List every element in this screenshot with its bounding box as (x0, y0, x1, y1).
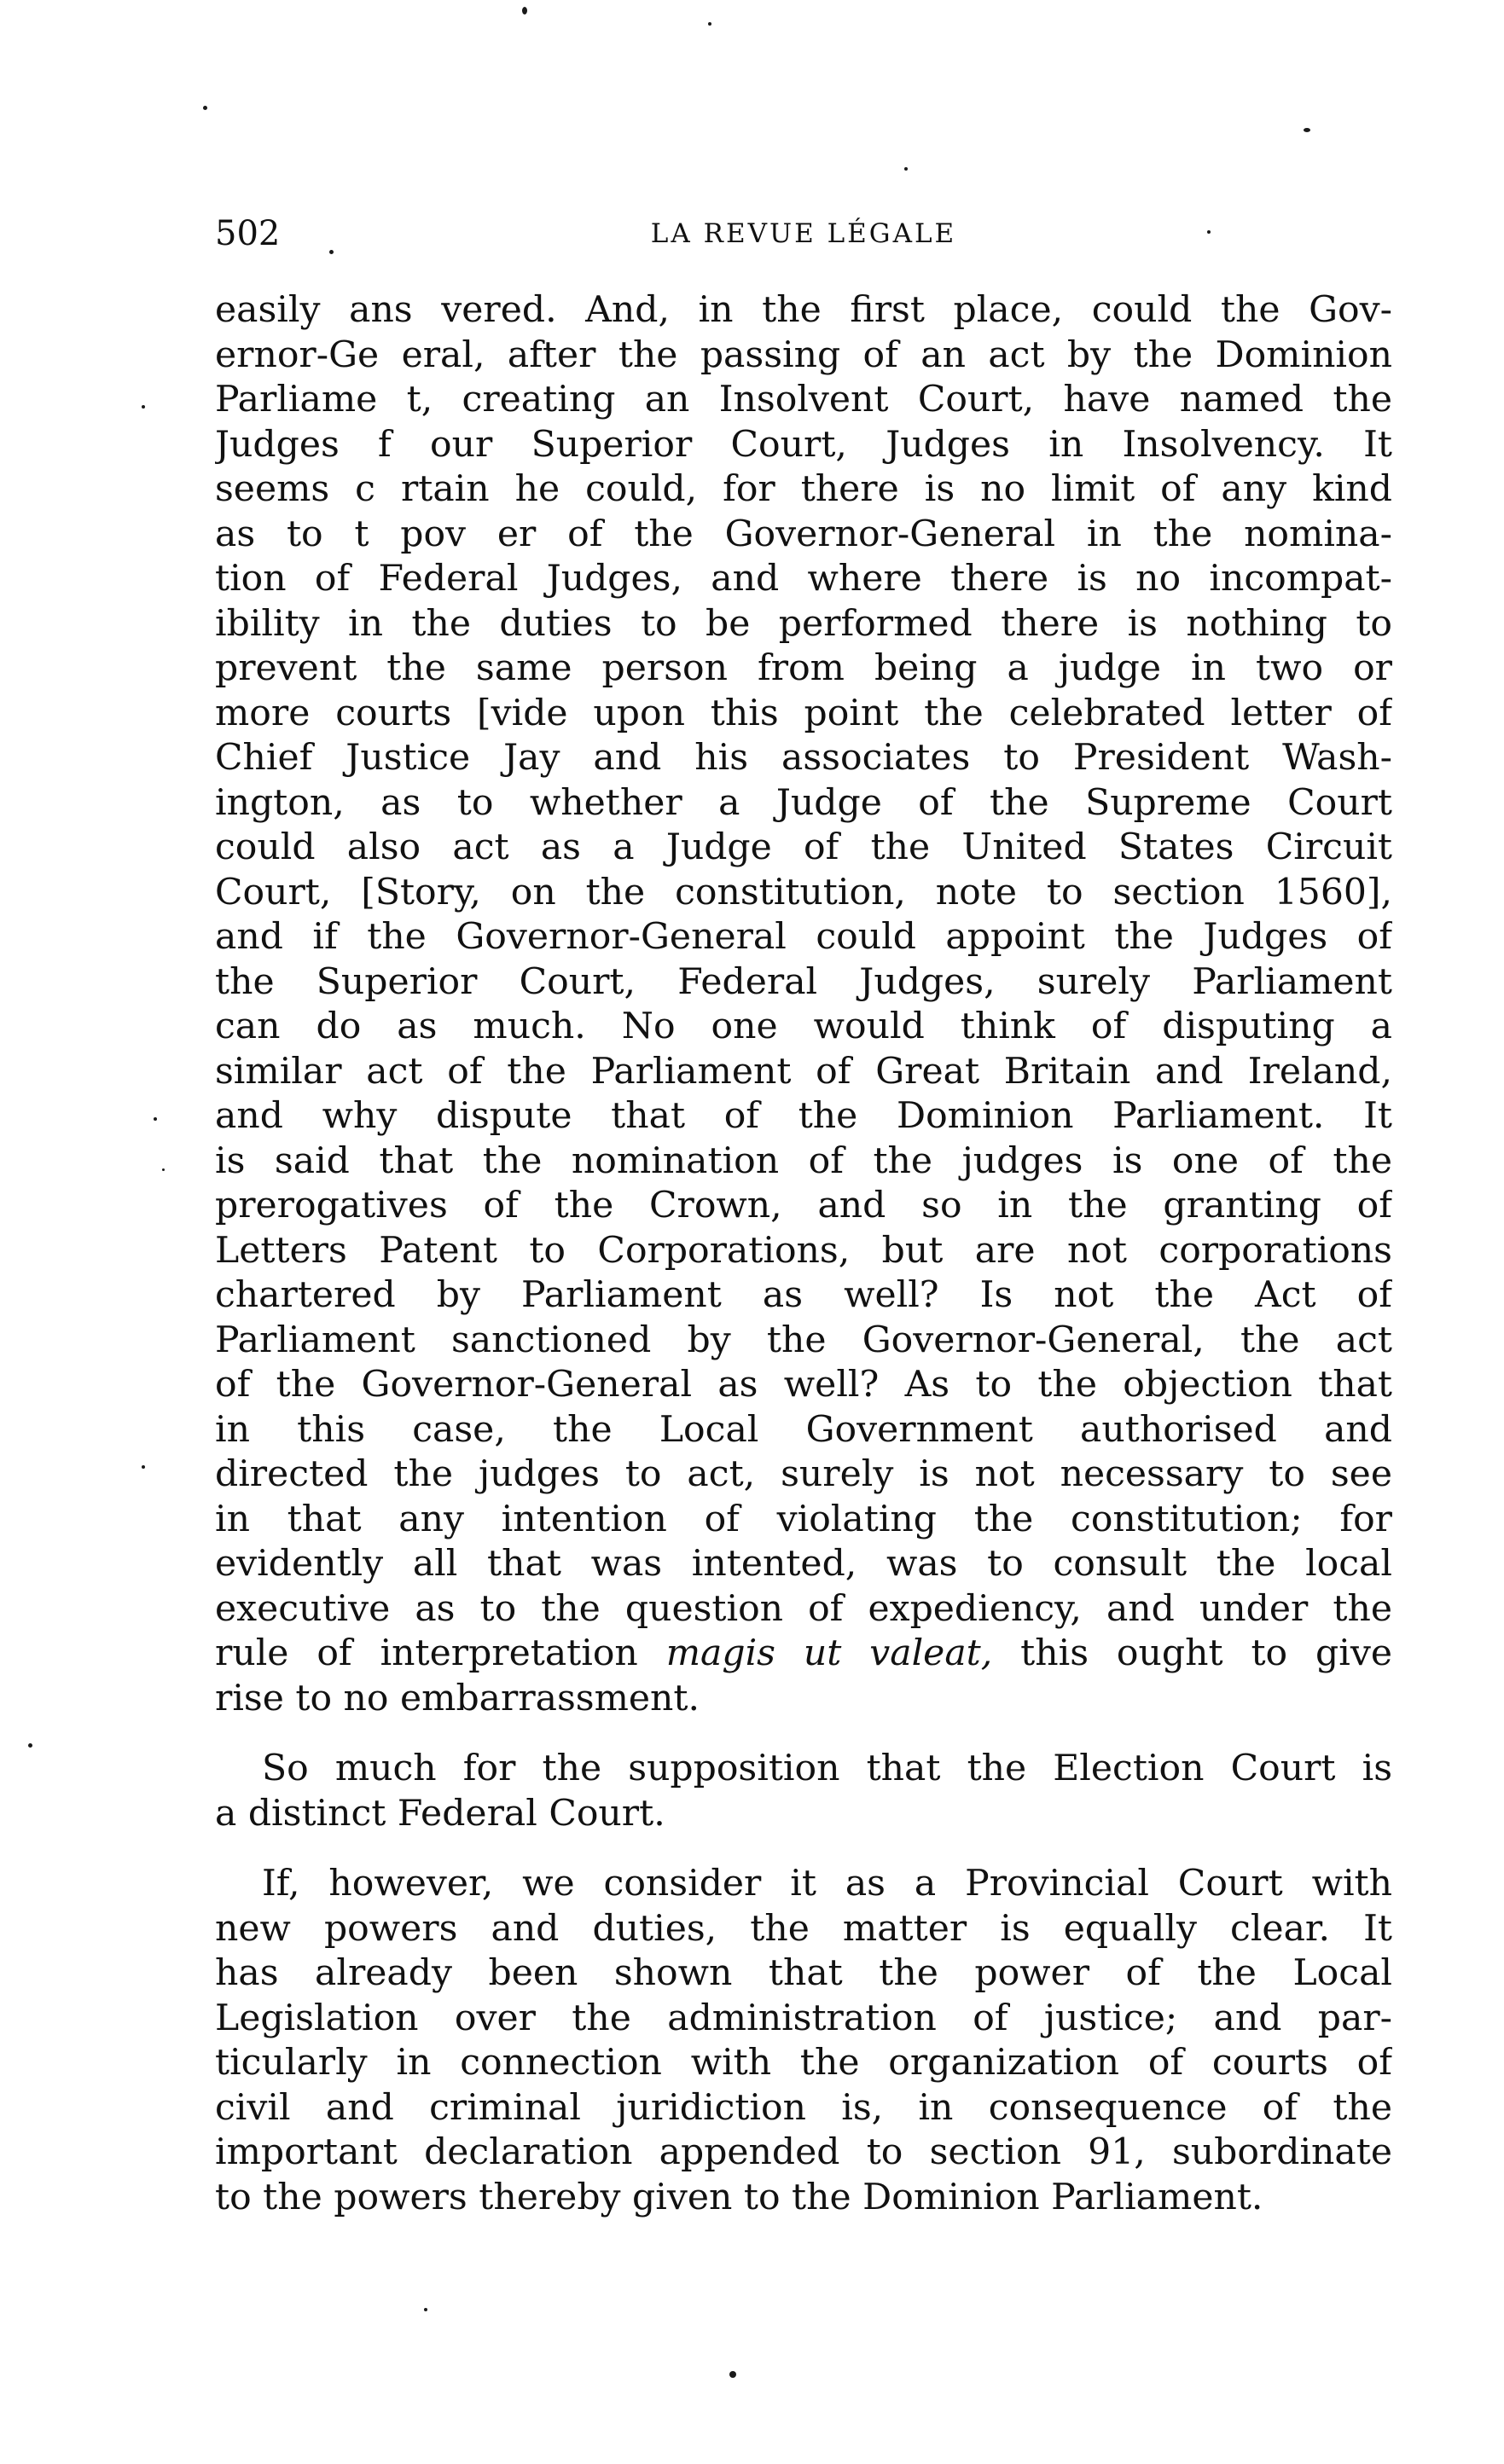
print-speck (1304, 128, 1310, 132)
text-line: in this case, the Local Government authorised and (215, 1408, 1392, 1451)
text-line: civil and criminal juridiction is, in consequence of the (215, 2086, 1392, 2129)
text-line: tion of Federal Judges, and where there is no incompat- (215, 558, 1392, 600)
text-line: Parliament sanctioned by the Governor-General, the act (215, 1319, 1392, 1361)
line-start: rule of interpretation (215, 1632, 666, 1674)
text-line: can do as much. No one would think of disputing a (215, 1006, 1392, 1047)
print-speck (162, 1168, 165, 1171)
journal-title: LA REVUE LÉGALE (650, 218, 957, 249)
text-line: to the powers thereby given to the Dominion Parliament. (215, 2176, 1263, 2218)
text-line: Chief Justice Jay and his associates to President Wash- (215, 737, 1392, 779)
text-line: more courts [vide upon this point the celebrated letter of (215, 692, 1392, 734)
text-line: Parliame t, creating an Insolvent Court, have named the (215, 379, 1392, 420)
text-line: the Superior Court, Federal Judges, surely Parliament (215, 960, 1392, 1003)
body-text (215, 288, 1392, 2220)
text-line: easily ans vered. And, in the first place, could the Gov- (215, 289, 1392, 331)
text-line: So much for the supposition that the Election Court is (262, 1748, 1392, 1789)
text-line: rise to no embarrassment. (215, 1677, 700, 1719)
text-line: important declaration appended to section 91, subordinate (215, 2131, 1392, 2173)
text-line-with-latin-maxim (215, 1632, 1392, 1677)
text-line: ibility in the duties to be performed there is nothing to (215, 602, 1392, 645)
running-head (215, 206, 1392, 261)
text-line: prevent the same person from being a judge in two or (215, 647, 1392, 689)
text-line: ticularly in connection with the organization of courts of (215, 2042, 1392, 2084)
text-line: is said that the nomination of the judges is one of the (215, 1139, 1392, 1182)
text-line: ernor-Ge eral, after the passing of an act by the Dominion (215, 333, 1392, 376)
page-number: 502 (215, 214, 281, 253)
latin-maxim: magis ut valeat, (665, 1632, 993, 1674)
print-speck (708, 22, 711, 26)
text-line: Letters Patent to Corporations, but are not corporations (215, 1229, 1392, 1272)
text-line: a distinct Federal Court. (215, 1792, 665, 1835)
paragraph (215, 1747, 1392, 1836)
text-line: as to t pov er of the Governor-General in the nomina- (215, 513, 1392, 555)
text-line: executive as to the question of expediency, and under the (215, 1587, 1392, 1630)
text-line: If, however, we consider it as a Provincial Court with (262, 1863, 1392, 1905)
paragraph-spacer (215, 1836, 1392, 1862)
text-line: could also act as a Judge of the United States Circuit (215, 826, 1392, 868)
line-end: this ought to give (992, 1632, 1392, 1674)
print-speck (154, 1117, 157, 1121)
text-line: similar act of the Parliament of Great Britain and Ireland, (215, 1050, 1392, 1093)
text-line: evidently all that was intented, was to consult the local (215, 1543, 1392, 1585)
print-speck (424, 2308, 427, 2311)
text-line: new powers and duties, the matter is equally clear. It (215, 1907, 1392, 1950)
text-line: Court, [Story, on the constitution, note to section 1560], (215, 871, 1392, 913)
print-speck (522, 7, 527, 14)
text-line: seems c rtain he could, for there is no limit of any kind (215, 468, 1392, 510)
text-line: directed the judges to act, surely is not necessary to see (215, 1453, 1392, 1495)
text-line: chartered by Parliament as well? Is not the Act of (215, 1274, 1392, 1316)
text-line: in that any intention of violating the constitution; for (215, 1498, 1392, 1540)
print-speck (142, 405, 145, 409)
paragraph-spacer (215, 1721, 1392, 1747)
text-line: Legislation over the administration of justice; and par- (215, 1997, 1392, 2039)
text-line: and if the Governor-General could appoint the Judges of (215, 916, 1392, 958)
print-speck (142, 1465, 145, 1469)
paragraph (215, 1862, 1392, 2220)
text-line: Judges f our Superior Court, Judges in Insolvency. It (215, 423, 1392, 466)
paragraph (215, 288, 1392, 1721)
print-speck (28, 1743, 32, 1748)
text-line: prerogatives of the Crown, and so in the granting of (215, 1185, 1392, 1226)
print-speck (729, 2371, 736, 2378)
text-line: has already been shown that the power of the Local (215, 1952, 1392, 1994)
text-line: and why dispute that of the Dominion Parliament. It (215, 1095, 1392, 1137)
text-line: of the Governor-General as well? As to the objection that (215, 1364, 1392, 1406)
text-line: ington, as to whether a Judge of the Supreme Court (215, 781, 1392, 824)
print-speck (203, 106, 207, 110)
print-speck (904, 167, 908, 171)
